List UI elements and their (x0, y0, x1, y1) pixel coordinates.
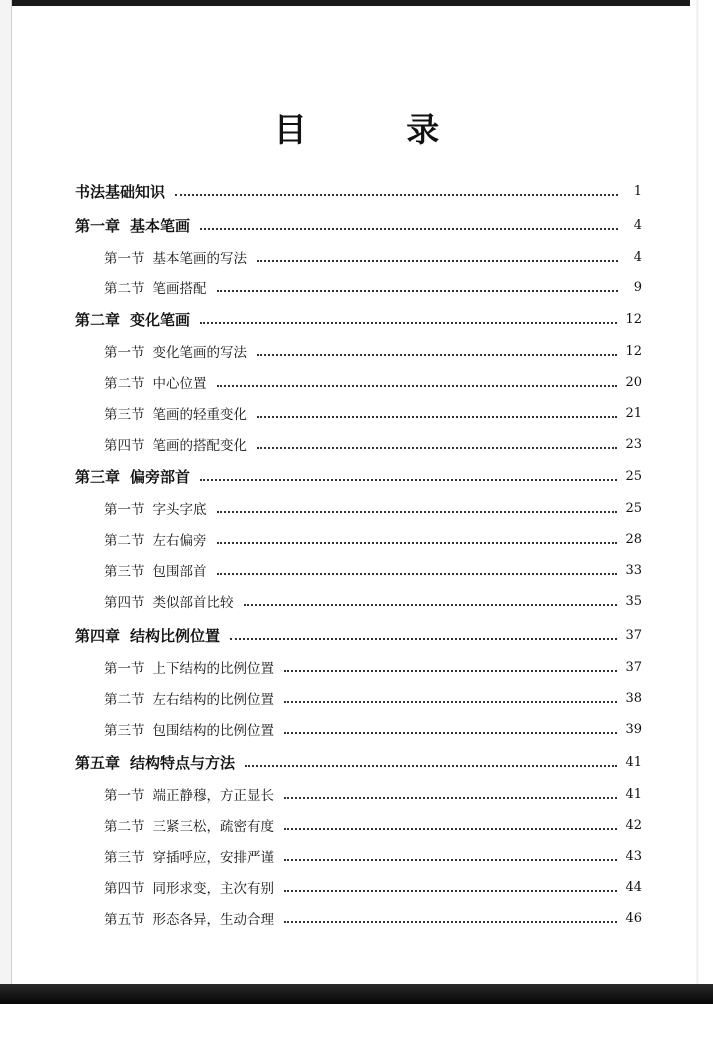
toc-entry-title: 同形求变，主次有别 (152, 881, 274, 897)
toc-entry-number: 第三节 (104, 564, 145, 580)
toc-chapter-entry (75, 624, 642, 646)
toc-page-number: 37 (625, 659, 642, 675)
toc-entry-number: 第三章 (75, 467, 121, 486)
toc-entry-number: 第一节 (104, 345, 145, 361)
toc-page-number: 25 (625, 468, 642, 484)
toc-entry-label (104, 719, 274, 739)
toc-entry-title: 类似部首比较 (152, 595, 234, 611)
toc-page-number: 43 (625, 848, 642, 864)
toc-page-number: 23 (625, 436, 642, 452)
toc-dot-leader (284, 890, 617, 892)
toc-page-number: 25 (625, 500, 642, 516)
toc-dot-leader (175, 194, 618, 196)
toc-entry-label (75, 309, 190, 330)
toc-chapter-entry (75, 308, 642, 330)
toc-entry-label (104, 784, 274, 804)
toc-dot-leader (284, 797, 617, 799)
toc-entry-title: 包围结构的比例位置 (152, 723, 274, 739)
toc-entry-label (104, 372, 207, 392)
toc-section-entry (104, 718, 642, 740)
toc-dot-leader (245, 765, 617, 767)
toc-section-entry (104, 402, 642, 424)
toc-entry-title: 笔画搭配 (152, 281, 207, 297)
toc-page-number: 41 (625, 786, 642, 802)
scan-top-edge (0, 0, 713, 6)
toc-entry-number: 第一章 (75, 216, 121, 235)
toc-dot-leader (284, 828, 617, 830)
toc-section-entry (104, 433, 642, 455)
toc-entry-label (104, 529, 207, 549)
toc-entry-title: 基本笔画 (130, 216, 191, 235)
toc-dot-leader (257, 447, 617, 449)
toc-dot-leader (284, 859, 617, 861)
toc-chapter-entry (75, 180, 642, 202)
toc-entry-number: 第四节 (104, 881, 145, 897)
toc-entry-title: 字头字底 (152, 502, 207, 518)
toc-entry-number: 第二节 (104, 533, 145, 549)
toc-section-entry (104, 340, 642, 362)
toc-entry-label (104, 247, 247, 267)
toc-entry-title: 左右结构的比例位置 (152, 692, 274, 708)
toc-page-number: 4 (633, 249, 642, 265)
toc-section-entry (104, 907, 642, 929)
toc-page-number: 41 (625, 754, 642, 770)
toc-entry-title: 左右偏旁 (152, 533, 207, 549)
toc-page-number: 46 (625, 910, 642, 926)
toc-entry-title: 包围部首 (152, 564, 207, 580)
toc-page-number: 12 (625, 343, 642, 359)
toc-section-entry (104, 590, 642, 612)
toc-entry-label (104, 403, 247, 423)
toc-entry-title: 中心位置 (152, 376, 207, 392)
toc-entry-number: 第五章 (75, 753, 121, 772)
toc-chapter-entry (75, 751, 642, 773)
toc-entry-label (75, 466, 190, 487)
toc-entry-title: 变化笔画的写法 (152, 345, 247, 361)
toc-section-entry (104, 876, 642, 898)
toc-entry-number: 第二节 (104, 281, 145, 297)
toc-entry-label (104, 591, 234, 611)
toc-page-number: 9 (633, 279, 642, 295)
toc-page-number: 35 (625, 593, 642, 609)
toc-page-number: 33 (625, 562, 642, 578)
toc-entry-title: 端正静穆，方正显长 (152, 788, 274, 804)
toc-section-entry (104, 559, 642, 581)
toc-section-entry (104, 528, 642, 550)
toc-entry-title: 偏旁部首 (130, 467, 191, 486)
toc-dot-leader (284, 921, 617, 923)
toc-entry-label (75, 215, 190, 236)
toc-entry-title: 变化笔画 (130, 310, 191, 329)
toc-entry-label (104, 341, 247, 361)
toc-entry-label (104, 434, 247, 454)
toc-entry-label (104, 498, 207, 518)
toc-dot-leader (284, 701, 617, 703)
toc-dot-leader (284, 670, 617, 672)
toc-chapter-entry (75, 214, 642, 236)
toc-entry-number: 第五节 (104, 912, 145, 928)
toc-entry-label (104, 657, 274, 677)
toc-entry-number: 第一节 (104, 251, 145, 267)
toc-entry-label (104, 688, 274, 708)
toc-entry-number: 第三节 (104, 407, 145, 423)
toc-dot-leader (217, 542, 618, 544)
toc-entry-title: 笔画的搭配变化 (152, 438, 247, 454)
toc-section-entry (104, 246, 642, 268)
toc-dot-leader (284, 732, 617, 734)
toc-entry-number: 第二节 (104, 692, 145, 708)
toc-page-number: 21 (625, 405, 642, 421)
scan-bottom-edge (0, 984, 713, 1004)
toc-dot-leader (257, 260, 618, 262)
toc-entry-number: 第一节 (104, 661, 145, 677)
toc-section-entry (104, 371, 642, 393)
toc-entry-number: 第四节 (104, 595, 145, 611)
page-title: 目 录 (273, 110, 484, 149)
toc-dot-leader (217, 511, 618, 513)
toc-dot-leader (200, 479, 617, 481)
toc-entry-number: 第四章 (75, 626, 121, 645)
toc-entry-number: 第三节 (104, 723, 145, 739)
toc-page-number: 44 (625, 879, 642, 895)
toc-dot-leader (257, 354, 617, 356)
toc-entry-number: 第二章 (75, 310, 121, 329)
toc-entry-label (75, 181, 165, 202)
toc-dot-leader (200, 228, 618, 230)
toc-entry-label (75, 752, 235, 773)
toc-entry-title: 三紧三松，疏密有度 (152, 819, 274, 835)
toc-section-entry (104, 656, 642, 678)
toc-page-number: 12 (625, 311, 642, 327)
toc-entry-title: 基本笔画的写法 (152, 251, 247, 267)
toc-page-number: 4 (633, 217, 642, 233)
toc-page-number: 20 (625, 374, 642, 390)
toc-page-number: 39 (625, 721, 642, 737)
toc-entry-title: 书法基础知识 (75, 182, 166, 201)
toc-entry-number: 第二节 (104, 376, 145, 392)
toc-dot-leader (244, 604, 618, 606)
toc-entry-label (104, 560, 207, 580)
toc-dot-leader (217, 290, 619, 292)
toc-dot-leader (200, 322, 617, 324)
toc-entry-number: 第一节 (104, 788, 145, 804)
toc-entry-label (104, 815, 274, 835)
toc-entry-number: 第二节 (104, 819, 145, 835)
toc-entry-title: 形态各异，生动合理 (152, 912, 274, 928)
toc-entry-title: 结构比例位置 (130, 626, 221, 645)
toc-entry-number: 第四节 (104, 438, 145, 454)
toc-entry-number: 第一节 (104, 502, 145, 518)
toc-section-entry (104, 497, 642, 519)
toc-entry-number: 第三节 (104, 850, 145, 866)
toc-section-entry (104, 276, 642, 298)
toc-section-entry (104, 845, 642, 867)
toc-entry-label (104, 277, 207, 297)
toc-dot-leader (230, 638, 617, 640)
toc-entry-label (75, 625, 220, 646)
scan-below-area (0, 1004, 713, 1037)
toc-entry-label (104, 846, 274, 866)
toc-dot-leader (217, 573, 618, 575)
toc-chapter-entry (75, 465, 642, 487)
toc-section-entry (104, 783, 642, 805)
toc-entry-title: 上下结构的比例位置 (152, 661, 274, 677)
toc-page-number: 28 (625, 531, 642, 547)
toc-entry-title: 穿插呼应，安排严谨 (152, 850, 274, 866)
toc-section-entry (104, 687, 642, 709)
toc-dot-leader (257, 416, 617, 418)
toc-entry-label (104, 877, 274, 897)
toc-page-number: 38 (625, 690, 642, 706)
toc-entry-title: 笔画的轻重变化 (152, 407, 247, 423)
toc-entry-title: 结构特点与方法 (130, 753, 236, 772)
toc-page-number: 1 (633, 183, 642, 199)
toc-page-number: 37 (625, 627, 642, 643)
toc-page-number: 42 (625, 817, 642, 833)
toc-entry-label (104, 908, 274, 928)
toc-dot-leader (217, 385, 618, 387)
toc-section-entry (104, 814, 642, 836)
